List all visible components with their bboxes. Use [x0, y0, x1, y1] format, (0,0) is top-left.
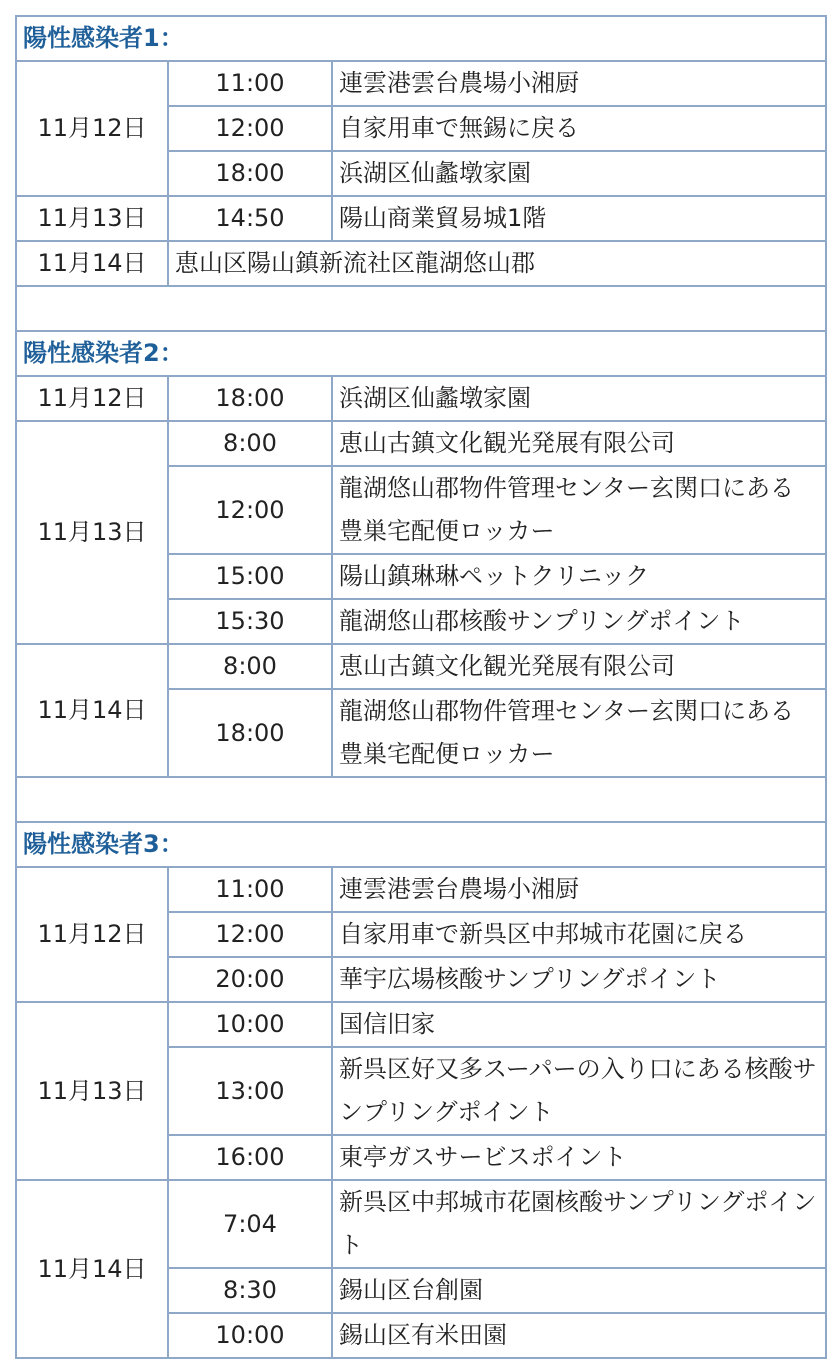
section-title: 陽性感染者2： — [16, 331, 826, 376]
time-cell: 13:00 — [168, 1047, 332, 1135]
time-cell: 11:00 — [168, 61, 332, 106]
date-cell: 11月14日 — [16, 1180, 168, 1358]
time-cell: 20:00 — [168, 957, 332, 1002]
itinerary-table — [15, 15, 827, 1359]
time-cell: 12:00 — [168, 466, 332, 554]
time-cell: 18:00 — [168, 376, 332, 421]
itinerary-table-body — [16, 16, 826, 1358]
date-cell: 11月12日 — [16, 61, 168, 196]
place-cell: 恵山区陽山鎮新流社区龍湖悠山郡 — [168, 241, 826, 286]
place-cell: 連雲港雲台農場小湘厨 — [332, 867, 826, 912]
time-cell: 7:04 — [168, 1180, 332, 1268]
time-cell: 14:50 — [168, 196, 332, 241]
time-cell: 10:00 — [168, 1002, 332, 1047]
time-cell: 18:00 — [168, 689, 332, 777]
date-cell: 11月12日 — [16, 867, 168, 1002]
table-row — [16, 376, 826, 421]
table-row — [16, 644, 826, 689]
spacer-row — [16, 777, 826, 822]
table-row — [16, 61, 826, 106]
place-cell: 自家用車で無錫に戻る — [332, 106, 826, 151]
time-cell: 10:00 — [168, 1313, 332, 1358]
section-title: 陽性感染者1： — [16, 16, 826, 61]
date-cell: 11月13日 — [16, 196, 168, 241]
place-cell: 新呉区好又多スーパーの入り口にある核酸サンプリングポイント — [332, 1047, 826, 1135]
section-header-row — [16, 822, 826, 867]
table-row — [16, 1180, 826, 1268]
time-cell: 8:00 — [168, 421, 332, 466]
place-cell: 龍湖悠山郡物件管理センター玄関口にある豊巣宅配便ロッカー — [332, 689, 826, 777]
place-cell: 華宇広場核酸サンプリングポイント — [332, 957, 826, 1002]
place-cell: 龍湖悠山郡核酸サンプリングポイント — [332, 599, 826, 644]
table-row — [16, 196, 826, 241]
time-cell: 15:00 — [168, 554, 332, 599]
table-row — [16, 241, 826, 286]
spacer-cell — [16, 777, 826, 822]
date-cell: 11月13日 — [16, 421, 168, 644]
time-cell: 12:00 — [168, 912, 332, 957]
time-cell: 16:00 — [168, 1135, 332, 1180]
time-cell: 8:00 — [168, 644, 332, 689]
place-cell: 陽山商業貿易城1階 — [332, 196, 826, 241]
time-cell: 11:00 — [168, 867, 332, 912]
table-row — [16, 867, 826, 912]
place-cell: 恵山古鎮文化観光発展有限公司 — [332, 421, 826, 466]
place-cell: 自家用車で新呉区中邦城市花園に戻る — [332, 912, 826, 957]
spacer-row — [16, 286, 826, 331]
place-cell: 錫山区有米田園 — [332, 1313, 826, 1358]
place-cell: 龍湖悠山郡物件管理センター玄関口にある豊巣宅配便ロッカー — [332, 466, 826, 554]
section-header-row — [16, 331, 826, 376]
place-cell: 浜湖区仙蠡墩家園 — [332, 376, 826, 421]
time-cell: 8:30 — [168, 1268, 332, 1313]
spacer-cell — [16, 286, 826, 331]
time-cell: 12:00 — [168, 106, 332, 151]
place-cell: 国信旧家 — [332, 1002, 826, 1047]
table-row — [16, 421, 826, 466]
time-cell: 18:00 — [168, 151, 332, 196]
place-cell: 新呉区中邦城市花園核酸サンプリングポイント — [332, 1180, 826, 1268]
date-cell: 11月14日 — [16, 644, 168, 777]
date-cell: 11月14日 — [16, 241, 168, 286]
place-cell: 浜湖区仙蠡墩家園 — [332, 151, 826, 196]
place-cell: 東亭ガスサービスポイント — [332, 1135, 826, 1180]
section-header-row — [16, 16, 826, 61]
date-cell: 11月13日 — [16, 1002, 168, 1180]
place-cell: 錫山区台創園 — [332, 1268, 826, 1313]
place-cell: 恵山古鎮文化観光発展有限公司 — [332, 644, 826, 689]
table-row — [16, 1002, 826, 1047]
place-cell: 連雲港雲台農場小湘厨 — [332, 61, 826, 106]
time-cell: 15:30 — [168, 599, 332, 644]
date-cell: 11月12日 — [16, 376, 168, 421]
section-title: 陽性感染者3： — [16, 822, 826, 867]
place-cell: 陽山鎮琳琳ペットクリニック — [332, 554, 826, 599]
